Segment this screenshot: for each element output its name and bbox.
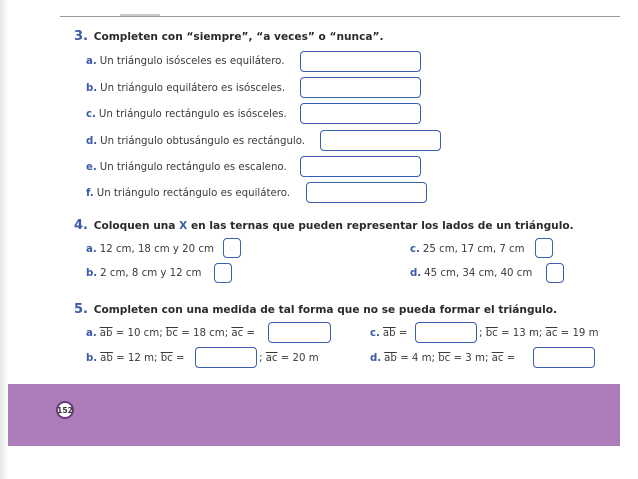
q4-item-b [86, 268, 201, 279]
q4-item-a-letter: a. [86, 244, 97, 255]
q3-item-b-text: Un triángulo equilátero es isósceles. [100, 83, 286, 94]
q4-checkbox-d[interactable] [546, 263, 564, 283]
q5-d-value-bc: = 3 m; [450, 353, 492, 364]
q5-a-value-bc: = 18 cm; [177, 328, 232, 339]
q4-checkbox-b[interactable] [214, 263, 232, 283]
q4-item-c [410, 244, 525, 255]
q3-answer-box-d[interactable] [320, 130, 441, 151]
question-3-number: 3. [74, 29, 88, 44]
q5-answer-box-a[interactable] [268, 322, 331, 343]
q5-item-a [86, 328, 255, 339]
q5-c-separator: ; [479, 328, 483, 339]
q3-item-a-text: Un triángulo isósceles es equilátero. [99, 56, 285, 67]
q3-item-d [86, 136, 305, 147]
q5-item-b-letter: b. [86, 353, 98, 364]
q3-item-c-letter: c. [86, 109, 96, 120]
q3-item-f [86, 188, 290, 199]
q5-b-separator: ; [259, 353, 263, 364]
q5-item-d [370, 353, 515, 364]
q5-answer-box-d[interactable] [533, 347, 595, 368]
q3-item-f-text: Un triángulo rectángulo es equilátero. [96, 188, 291, 199]
question-3-text: Completen con “siempre”, “a veces” o “nunca”. [93, 31, 384, 43]
question-5-text: Completen con una medida de tal forma que no se pueda formar el triángulo. [93, 304, 557, 316]
q3-item-c-text: Un triángulo rectángulo es isósceles. [98, 109, 287, 120]
q3-answer-box-b[interactable] [300, 77, 421, 98]
q3-answer-box-a[interactable] [300, 51, 421, 72]
q5-b-segment-ac: $\overline{ac}$ [265, 353, 278, 364]
q5-b-segment-ab: $\overline{ab}$ [100, 353, 113, 364]
q5-b-value-ac: = 20 m [277, 353, 319, 364]
q4-item-a-text: 12 cm, 18 cm y 20 cm [99, 244, 214, 255]
q4-item-b-letter: b. [86, 268, 98, 279]
q3-item-d-text: Un triángulo obtusángulo es rectángulo. [100, 136, 306, 147]
q3-item-b-letter: b. [86, 83, 98, 94]
top-rule [60, 16, 620, 17]
q5-d-segment-ab: $\overline{ab}$ [384, 353, 397, 364]
top-mark [120, 14, 160, 16]
q3-item-e [86, 162, 287, 173]
q3-item-e-text: Un triángulo rectángulo es escaleno. [99, 162, 287, 173]
footer-band [8, 384, 620, 446]
q5-answer-box-b[interactable] [195, 347, 257, 368]
q5-item-a-letter: a. [86, 328, 97, 339]
q5-a-segment-ac: $\overline{ac}$ [231, 328, 244, 339]
q4-item-a [86, 244, 214, 255]
q3-item-d-letter: d. [86, 136, 98, 147]
q5-b-value-ab: = 12 m; [112, 353, 161, 364]
q5-c-value-ac: = 19 m [557, 328, 599, 339]
q5-d-segment-bc: $\overline{bc}$ [438, 353, 451, 364]
q5-item-b [86, 353, 185, 364]
q5-a-value-ab: = 10 cm; [112, 328, 166, 339]
q4-item-b-text: 2 cm, 8 cm y 12 cm [100, 268, 202, 279]
q5-item-d-letter: d. [370, 353, 382, 364]
q3-item-a-letter: a. [86, 56, 97, 67]
q4-item-d [410, 268, 532, 279]
q5-c-value-ab: = [395, 328, 408, 339]
question-5-title [74, 302, 557, 317]
q4-item-d-text: 45 cm, 34 cm, 40 cm [424, 268, 533, 279]
page-number: 152 [56, 401, 74, 419]
q5-d-segment-ac: $\overline{ac}$ [491, 353, 504, 364]
q3-item-b [86, 83, 285, 94]
q3-answer-box-c[interactable] [300, 103, 421, 124]
q4-checkbox-c[interactable] [535, 238, 553, 258]
q5-a-value-ac: = [243, 328, 256, 339]
q5-answer-box-c[interactable] [415, 322, 477, 343]
q5-c-value-bc: = 13 m; [497, 328, 546, 339]
q5-item-c-letter: c. [370, 328, 380, 339]
q3-item-e-letter: e. [86, 162, 97, 173]
question-4-x-mark: X [179, 220, 188, 232]
q5-item-c [370, 328, 407, 339]
page-fold-shadow [0, 0, 8, 479]
q4-item-c-letter: c. [410, 244, 420, 255]
q4-item-c-text: 25 cm, 17 cm, 7 cm [422, 244, 525, 255]
q4-item-d-letter: d. [410, 268, 422, 279]
question-4-text-a: Coloquen una [93, 220, 180, 232]
q5-item-b-rest [259, 353, 319, 364]
q5-b-segment-bc: $\overline{bc}$ [160, 353, 173, 364]
question-4-number: 4. [74, 218, 88, 233]
q5-d-value-ab: = 4 m; [396, 353, 439, 364]
q5-a-segment-ab: $\overline{ab}$ [99, 328, 113, 339]
q3-answer-box-f[interactable] [306, 182, 427, 203]
q4-checkbox-a[interactable] [223, 238, 241, 258]
q5-a-segment-bc: $\overline{bc}$ [165, 328, 178, 339]
q3-answer-box-e[interactable] [300, 156, 421, 177]
q5-c-segment-ab: $\overline{ab}$ [382, 328, 396, 339]
q5-c-segment-ac: $\overline{ac}$ [545, 328, 558, 339]
q3-item-a [86, 56, 284, 67]
q3-item-c [86, 109, 287, 120]
question-3-title [74, 29, 384, 44]
q5-b-value-bc: = [172, 353, 185, 364]
q5-item-c-rest [479, 328, 599, 339]
q3-item-f-letter: f. [86, 188, 94, 199]
question-5-number: 5. [74, 302, 88, 317]
q5-d-value-ac: = [503, 353, 516, 364]
question-4-text-b: en las ternas que pueden representar los lados de un triángulo. [187, 220, 574, 232]
q5-c-segment-bc: $\overline{bc}$ [485, 328, 498, 339]
question-4-title [74, 218, 574, 233]
